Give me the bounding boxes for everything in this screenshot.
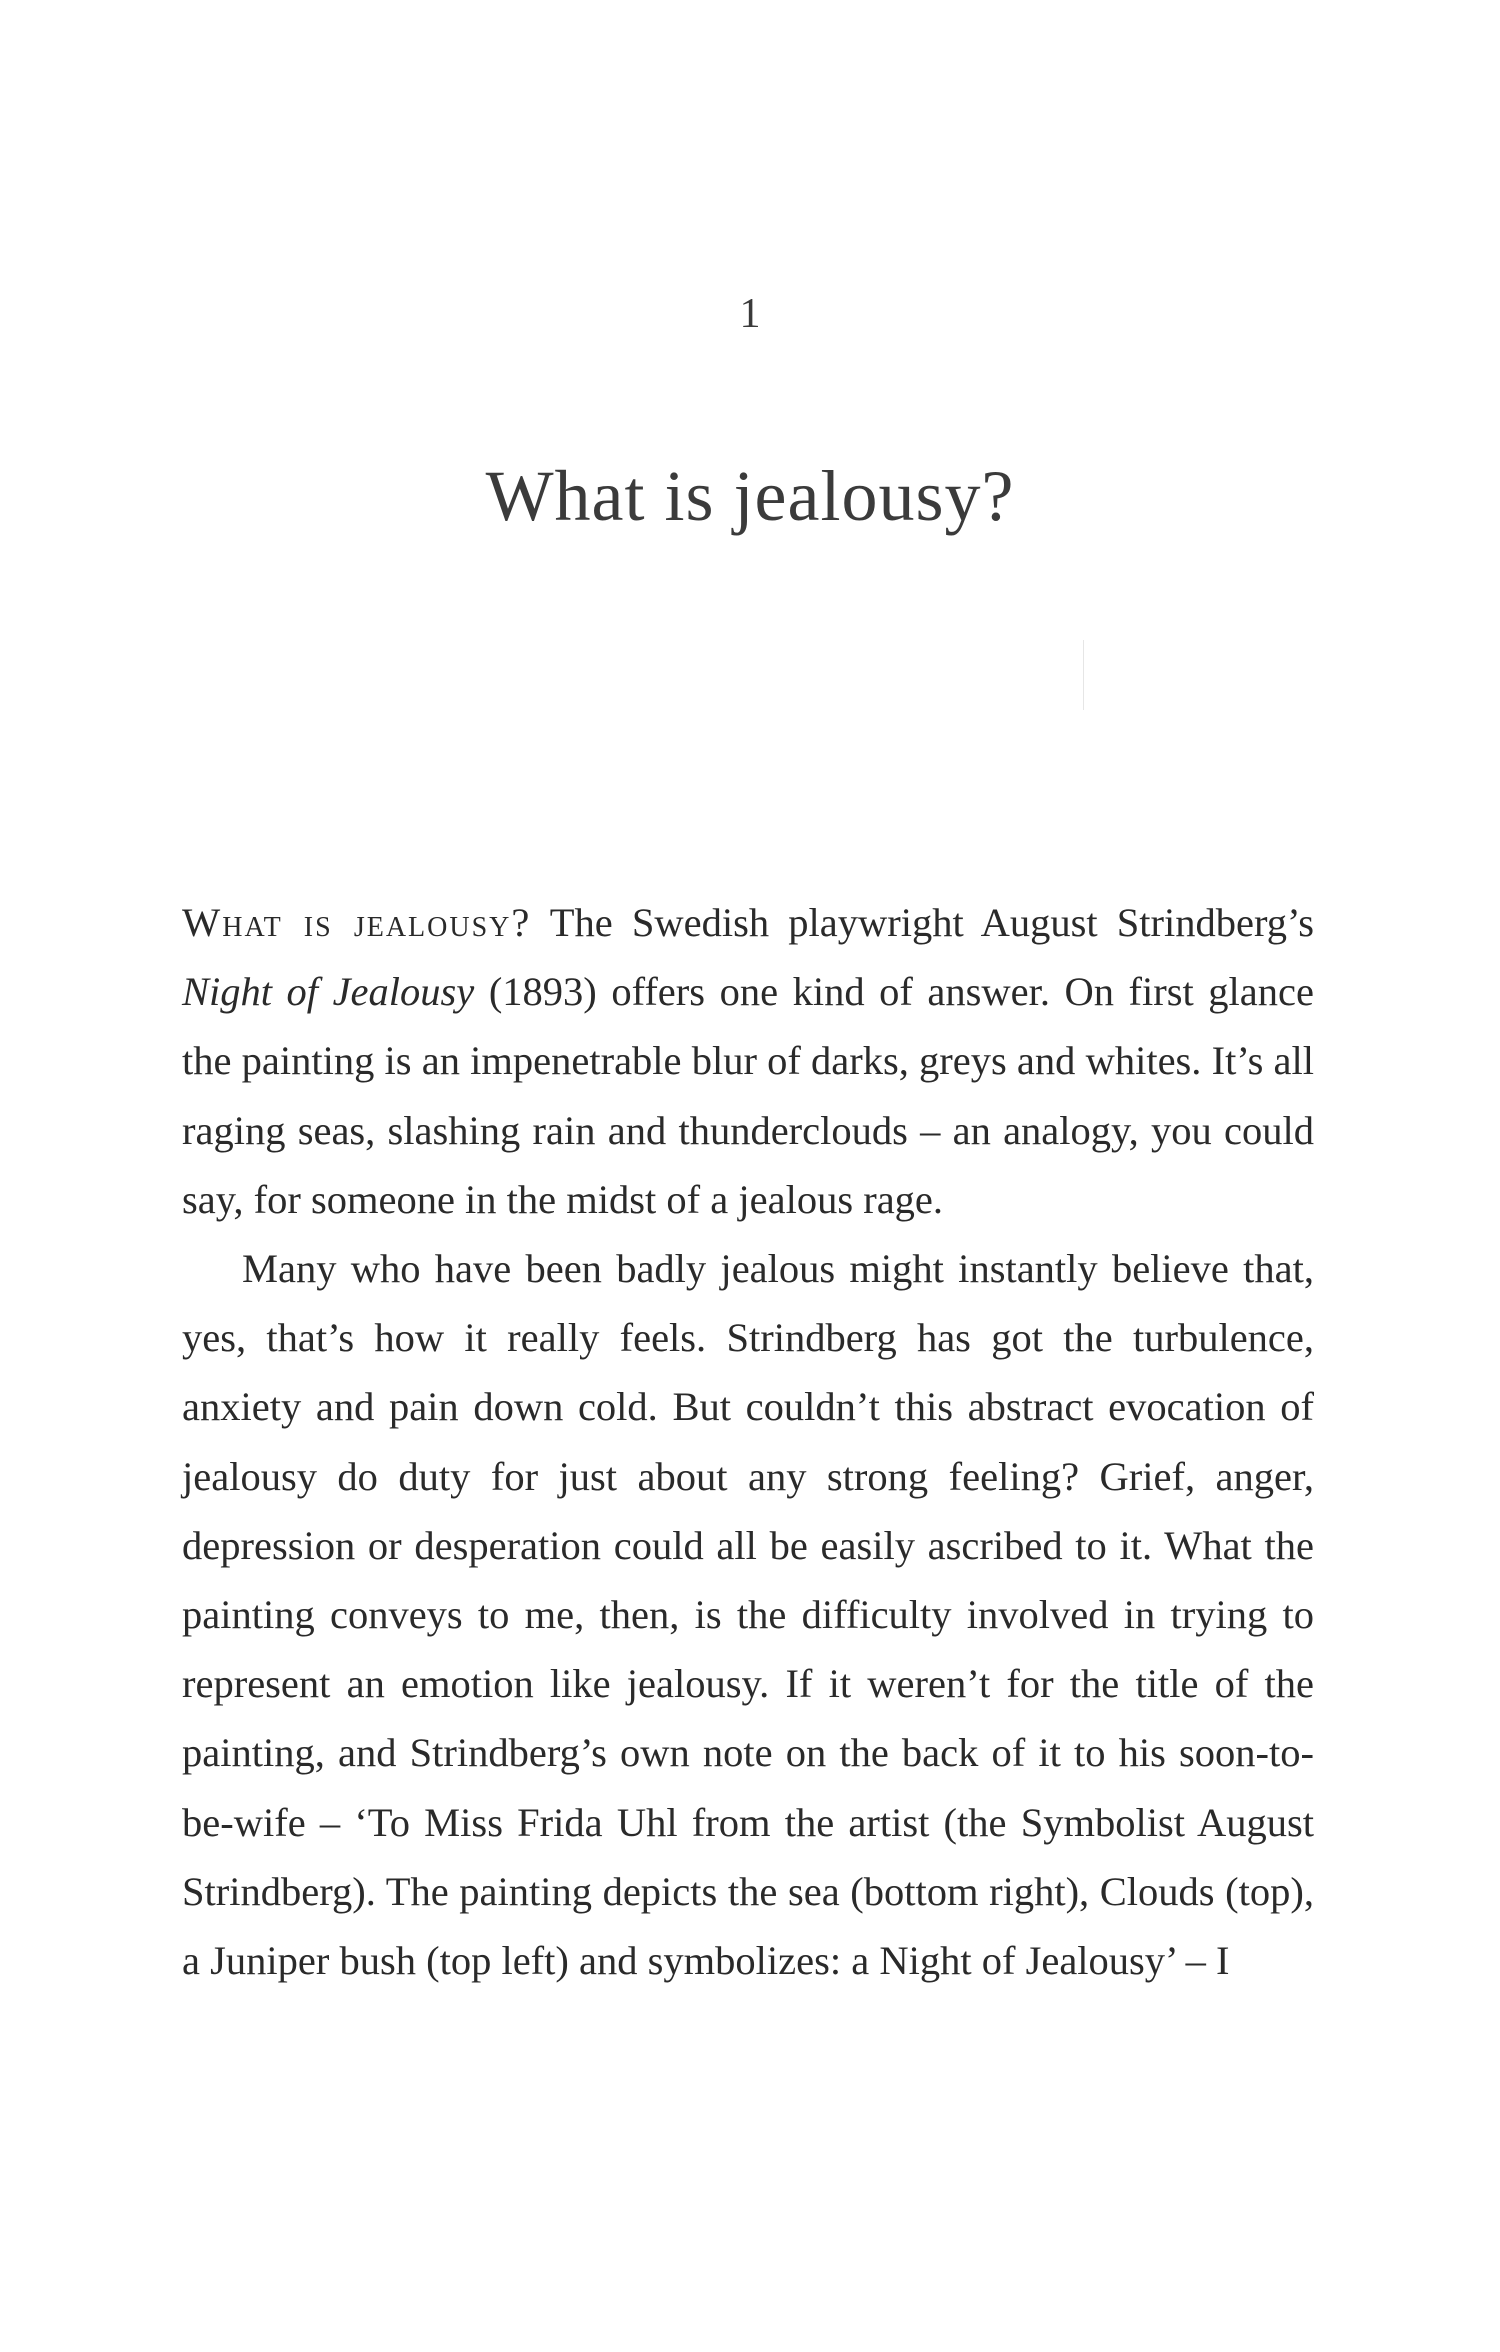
scan-artifact [1083, 640, 1084, 710]
chapter-title: What is jealousy? [485, 456, 1015, 536]
body-text [182, 888, 1314, 1995]
paragraph-2: Many who have been badly jealous might instantly believe that, yes, that’s how it really feels. Strindberg has got the turbulence, anxiety and pain down cold. But couldn’t this abstract evocation of jealousy do duty for just about any strong feeling? Grief, anger, depression or desperation could all be easily ascribed to it. What the painting conveys to me, then, is the difficulty involved in trying to represent an emotion like jealousy. If it weren’t for the title of the painting, and Strindberg’s own note on the back of it to his soon-to-be-wife – ‘To Miss Frida Uhl from the artist (the Symbolist August Strindberg). The painting depicts the sea (bottom right), Clouds (top), a Juniper bush (top left) and symbolizes: a Night of Jealousy’ – I [182, 1246, 1314, 1984]
paragraph-1-text-b: (1893) offers one kind of answer. On first glance the painting is an impenetrable blur of darks, greys and whites. It’s all raging seas, slashing rain and thunderclouds – an analogy, you could say, for someone in the midst of a jealous rage. [182, 969, 1314, 1222]
paragraph-1-text-a: The Swedish playwright August Strindberg’s [531, 900, 1314, 945]
lead-in-small-caps: What is jealousy? [182, 900, 532, 945]
chapter-number: 1 [739, 291, 761, 337]
paragraph-1 [182, 888, 1314, 1234]
painting-title: Night of Jealousy [182, 969, 475, 1015]
